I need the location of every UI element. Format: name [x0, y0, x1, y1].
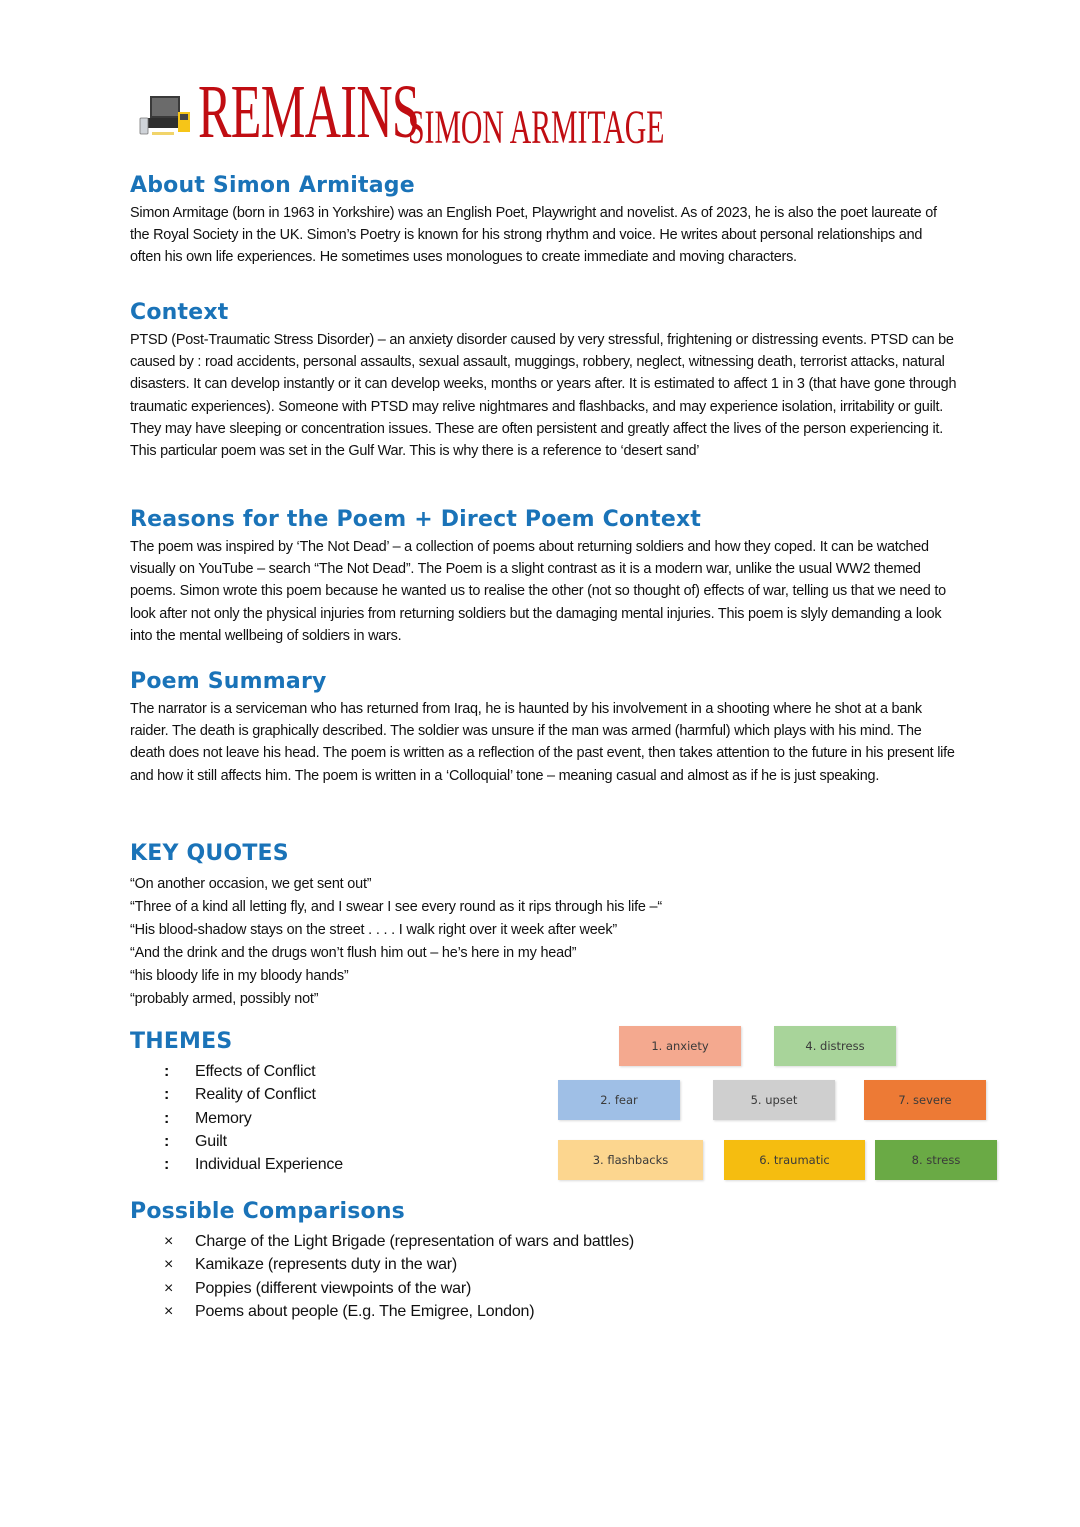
word-box-upset: 5. upset — [713, 1080, 835, 1120]
bullet-colon: : — [164, 1132, 170, 1150]
word-box-anxiety: 1. anxiety — [619, 1026, 741, 1066]
comparisons-heading: Possible Comparisons — [130, 1199, 405, 1224]
theme-item: : Memory — [164, 1107, 530, 1130]
bullet-colon: : — [164, 1063, 170, 1080]
key-quotes-heading: KEY QUOTES — [130, 841, 289, 866]
summary-text: The narrator is a serviceman who has returned from Iraq, he is haunted by his involvement in a shooting where he shot at a bank raider. The death is graphically described. The soldier was unsure if the man was armed (harmful) which plays with his mind. The death does not leave his head. The poem is written as a reflection of the past event, then takes attention to the future in his present life and how it still affects him. The poem is written in a ‘Colloquial’ tone – meaning casual and almost as if he is just speaking. — [130, 700, 955, 784]
bullet-x-icon: × — [164, 1279, 174, 1297]
quotes-list — [130, 872, 919, 1010]
comparison-item: × Poppies (different viewpoints of the war) — [164, 1277, 730, 1300]
comparison-item: × Poems about people (E.g. The Emigree, London) — [164, 1300, 730, 1323]
comparisons-list — [164, 1230, 730, 1323]
about-text: Simon Armitage (born in 1963 in Yorkshire) was an English Poet, Playwright and novelist. As of 2023, he is also the poet laureate of the Royal Society in the UK. Simon’s Poetry is known for his strong rhythm and voice. He writes about personal relationships and often his own life experiences. He sometimes uses monologues to create immediate and moving characters. — [130, 204, 937, 266]
poet-name: SIMON ARMITAGE — [408, 101, 665, 154]
key-quotes-section — [130, 840, 960, 1010]
bullet-x-icon: × — [164, 1256, 174, 1274]
word-box-flashbacks: 3. flashbacks — [558, 1140, 703, 1180]
comparisons-section — [130, 1198, 730, 1323]
themes-heading: THEMES — [130, 1029, 233, 1054]
word-box-fear: 2. fear — [558, 1080, 680, 1120]
reasons-section — [130, 506, 960, 647]
theme-item: : Individual Experience — [164, 1153, 530, 1176]
quote-item: “his bloody life in my bloody hands” — [130, 967, 349, 984]
reasons-heading: Reasons for the Poem + Direct Poem Context — [130, 507, 702, 532]
reasons-text: The poem was inspired by ‘The Not Dead’ – a collection of poems about returning soldiers and how they coped. It can be watched visually on YouTube – search “The Not Dead”. The Poem is a slight contrast as it is a modern war, unlike the usual WW2 themed poems. Simon wrote this poem because he wanted us to realise the other (not so thought of) effects of war, telling us that we need to look after not only the physical injuries from returning soldiers but the damaging mental injuries. This poem is slyly demanding a look into the mental wellbeing of soldiers in wars. — [130, 538, 946, 644]
bullet-x-icon: × — [164, 1302, 174, 1320]
word-box-traumatic: 6. traumatic — [724, 1140, 865, 1180]
about-section — [130, 172, 960, 269]
bullet-colon: : — [164, 1109, 170, 1127]
theme-item: : Reality of Conflict — [164, 1083, 530, 1106]
bullet-x-icon: × — [164, 1233, 174, 1250]
summary-section — [130, 668, 960, 787]
context-section — [130, 299, 960, 462]
quote-item: “probably armed, possibly not” — [130, 990, 319, 1007]
word-box-stress: 8. stress — [875, 1140, 997, 1180]
themes-list — [164, 1060, 530, 1176]
theme-item: : Effects of Conflict — [164, 1060, 530, 1083]
themes-section — [130, 1028, 530, 1176]
about-heading: About Simon Armitage — [130, 173, 415, 198]
comparison-item: × Charge of the Light Brigade (representation of wars and battles) — [164, 1230, 730, 1253]
quote-item: “On another occasion, we get sent out” — [130, 875, 372, 892]
comparison-item: × Kamikaze (represents duty in the war) — [164, 1253, 730, 1276]
summary-heading: Poem Summary — [130, 669, 327, 694]
quote-item: “Three of a kind all letting fly, and I swear I see every round as it rips through his life –“ — [130, 898, 663, 915]
bullet-colon: : — [164, 1086, 170, 1104]
context-text: PTSD (Post-Traumatic Stress Disorder) – an anxiety disorder caused by very stressful, frightening or distressing events. PTSD can be caused by : road accidents, personal assaults, sexual assault, muggings, robbery, neglect, witnessing death, terrorist attacks, natural disasters. It can develop instantly or it can develop weeks, months or years after. It is estimated to affect 1 in 3 (that have gone through traumatic experiences). Someone with PTSD may relive nightmares and flashbacks, and may experience isolation, irritability or guilt. They may have sleeping or concentration issues. These are often persistent and greatly affect the lives of the person experiencing it. This particular poem was set in the Gulf War. This is why there is a reference to ‘desert sand’ — [130, 331, 957, 460]
word-box-distress: 4. distress — [774, 1026, 896, 1066]
theme-item: : Guilt — [164, 1130, 530, 1153]
context-heading: Context — [130, 300, 229, 325]
laptop-desk-icon — [138, 90, 194, 146]
poem-title: REMAINS — [198, 70, 420, 154]
bullet-colon: : — [164, 1156, 170, 1174]
quote-item: “And the drink and the drugs won’t flush him out – he’s here in my head” — [130, 944, 577, 961]
word-box-severe: 7. severe — [864, 1080, 986, 1120]
quote-item: “His blood-shadow stays on the street . . . . I walk right over it week after week” — [130, 921, 618, 938]
